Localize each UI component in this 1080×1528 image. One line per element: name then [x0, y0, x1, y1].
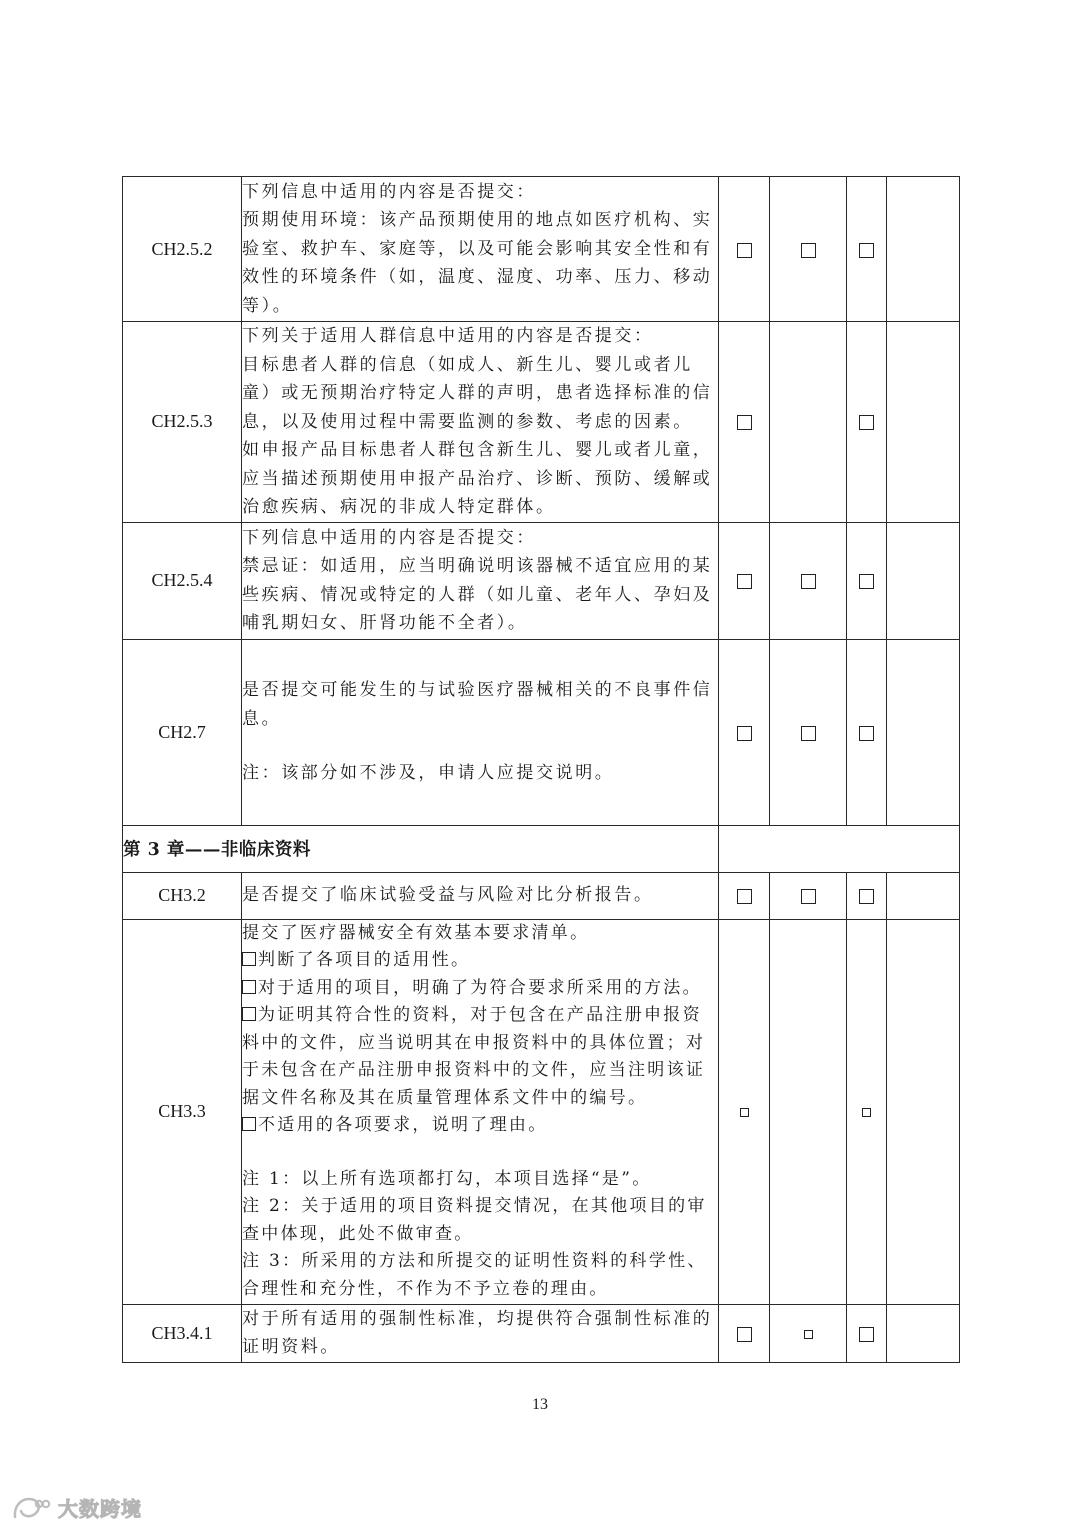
yes-cell[interactable] [719, 177, 770, 322]
description-line: 注：该部分如不涉及，申请人应提交说明。 [242, 763, 615, 784]
watermark [12, 1493, 142, 1522]
description-line: 对于所有适用的强制性标准，均提供符合强制性标准的证明资料。 [242, 1308, 713, 1357]
table-row [123, 1304, 960, 1362]
na-cell[interactable] [847, 919, 887, 1304]
description-line: 目标患者人群的信息（如成人、新生儿、婴儿或者儿童）或无预期治疗特定人群的声明，患者选择标准的信息，以及使用过程中需要监测的参数、考虑的因素。 [242, 354, 713, 432]
table-row [123, 177, 960, 322]
sub-item [242, 975, 718, 1003]
no-cell[interactable] [770, 872, 847, 919]
yes-cell[interactable] [719, 522, 770, 639]
chapter-row [123, 825, 960, 872]
yes-cell[interactable] [719, 872, 770, 919]
description-line: 提交了医疗器械安全有效基本要求清单。 [242, 922, 590, 943]
description-line: 是否提交了临床试验受益与风险对比分析报告。 [242, 885, 654, 906]
chapter-title: 第 3 章——非临床资料 [123, 825, 719, 872]
no-cell[interactable] [770, 1304, 847, 1362]
checkbox-icon[interactable] [737, 889, 752, 904]
table-row [123, 872, 960, 919]
checkbox-icon[interactable] [859, 243, 874, 258]
dashuju-logo-icon [12, 1495, 52, 1521]
remarks-cell[interactable] [887, 919, 960, 1304]
yes-cell[interactable] [719, 1304, 770, 1362]
description-line: 禁忌证：如适用，应当明确说明该器械不适宜应用的某些疾病、情况或特定的人群（如儿童、老年人、孕妇及哺乳期妇女、肝肾功能不全者）。 [242, 556, 713, 633]
yes-cell[interactable] [719, 322, 770, 523]
na-cell[interactable] [847, 639, 887, 825]
sub-item [242, 947, 718, 975]
checkbox-icon[interactable] [737, 243, 752, 258]
no-cell[interactable] [770, 639, 847, 825]
checkbox-icon[interactable] [737, 1327, 752, 1342]
checkbox-icon[interactable] [242, 1117, 256, 1131]
checkbox-icon[interactable] [737, 415, 752, 430]
checkbox-icon[interactable] [859, 889, 874, 904]
na-cell[interactable] [847, 177, 887, 322]
na-cell[interactable] [847, 522, 887, 639]
checkbox-icon[interactable] [801, 243, 816, 258]
remarks-cell[interactable] [887, 322, 960, 523]
sub-item-text: 判断了各项目的适用性。 [258, 950, 471, 971]
sub-item [242, 1112, 718, 1140]
description-line: 下列关于适用人群信息中适用的内容是否提交： [242, 326, 654, 346]
description-line: 是否提交可能发生的与试验医疗器械相关的不良事件信息。 [242, 680, 713, 729]
item-description [242, 322, 719, 523]
item-description [242, 522, 719, 639]
table-row [123, 919, 960, 1304]
note-line: 注 3：所采用的方法和所提交的证明性资料的科学性、合理性和充分性，不作为不予立卷的理由。 [242, 1251, 707, 1299]
item-code: CH3.2 [123, 872, 242, 919]
review-checklist-table [122, 176, 960, 1363]
checkbox-icon[interactable] [737, 726, 752, 741]
checkbox-icon[interactable] [859, 1327, 874, 1342]
item-code: CH3.4.1 [123, 1304, 242, 1362]
item-description [242, 872, 719, 919]
checkbox-icon[interactable] [737, 574, 752, 589]
item-description [242, 1304, 719, 1362]
checkbox-icon[interactable] [859, 415, 874, 430]
remarks-cell[interactable] [887, 522, 960, 639]
yes-cell[interactable] [719, 919, 770, 1304]
chapter-blank-cell [719, 825, 960, 872]
checkbox-icon[interactable] [862, 1108, 871, 1117]
checkbox-icon[interactable] [859, 574, 874, 589]
remarks-cell[interactable] [887, 872, 960, 919]
remarks-cell[interactable] [887, 639, 960, 825]
description-line: 预期使用环境：该产品预期使用的地点如医疗机构、实验室、救护车、家庭等，以及可能会影响其安全性和有效性的环境条件（如，温度、湿度、功率、压力、移动等）。 [242, 210, 713, 316]
item-code: CH3.3 [123, 919, 242, 1304]
item-code: CH2.5.3 [123, 322, 242, 523]
no-cell[interactable] [770, 919, 847, 1304]
item-code: CH2.7 [123, 639, 242, 825]
sub-item-text: 不适用的各项要求，说明了理由。 [258, 1115, 548, 1136]
no-cell[interactable] [770, 322, 847, 523]
na-cell[interactable] [847, 1304, 887, 1362]
no-cell[interactable] [770, 522, 847, 639]
checkbox-icon[interactable] [801, 574, 816, 589]
item-description [242, 639, 719, 825]
yes-cell[interactable] [719, 639, 770, 825]
page-number: 13 [532, 1396, 548, 1413]
item-code: CH2.5.4 [123, 522, 242, 639]
description-line: 如申报产品目标患者人群包含新生儿、婴儿或者儿童，应当描述预期使用申报产品治疗、诊断、预防、缓解或治愈疾病、病况的非成人特定群体。 [242, 440, 713, 517]
remarks-cell[interactable] [887, 1304, 960, 1362]
checkbox-icon[interactable] [804, 1330, 813, 1339]
checkbox-icon[interactable] [242, 980, 256, 994]
item-description [242, 177, 719, 322]
sub-item-text: 为证明其符合性的资料，对于包含在产品注册申报资料中的文件，应当说明其在申报资料中的具体位置；对于未包含在产品注册申报资料中的文件，应当注明该证据文件名称及其在质量管理体系文件中的编号。 [242, 1005, 706, 1108]
checkbox-icon[interactable] [801, 889, 816, 904]
checkbox-icon[interactable] [859, 726, 874, 741]
item-description [242, 919, 719, 1304]
remarks-cell[interactable] [887, 177, 960, 322]
note-line: 注 1：以上所有选项都打勾，本项目选择“是”。 [242, 1168, 652, 1189]
checkbox-icon[interactable] [801, 726, 816, 741]
na-cell[interactable] [847, 322, 887, 523]
sub-item [242, 1002, 718, 1112]
table-row [123, 322, 960, 523]
checkbox-icon[interactable] [740, 1108, 749, 1117]
watermark-text: 大数跨境 [58, 1497, 142, 1521]
checkbox-icon[interactable] [242, 952, 256, 966]
checkbox-icon[interactable] [242, 1007, 256, 1021]
na-cell[interactable] [847, 872, 887, 919]
item-code: CH2.5.2 [123, 177, 242, 322]
note-line: 注 2：关于适用的项目资料提交情况，在其他项目的审查中体现，此处不做审查。 [242, 1196, 707, 1244]
description-line: 下列信息中适用的内容是否提交： [242, 181, 536, 202]
sub-item-text: 对于适用的项目，明确了为符合要求所采用的方法。 [258, 977, 702, 998]
no-cell[interactable] [770, 177, 847, 322]
description-line: 下列信息中适用的内容是否提交： [242, 527, 536, 548]
table-row [123, 639, 960, 825]
table-row [123, 522, 960, 639]
